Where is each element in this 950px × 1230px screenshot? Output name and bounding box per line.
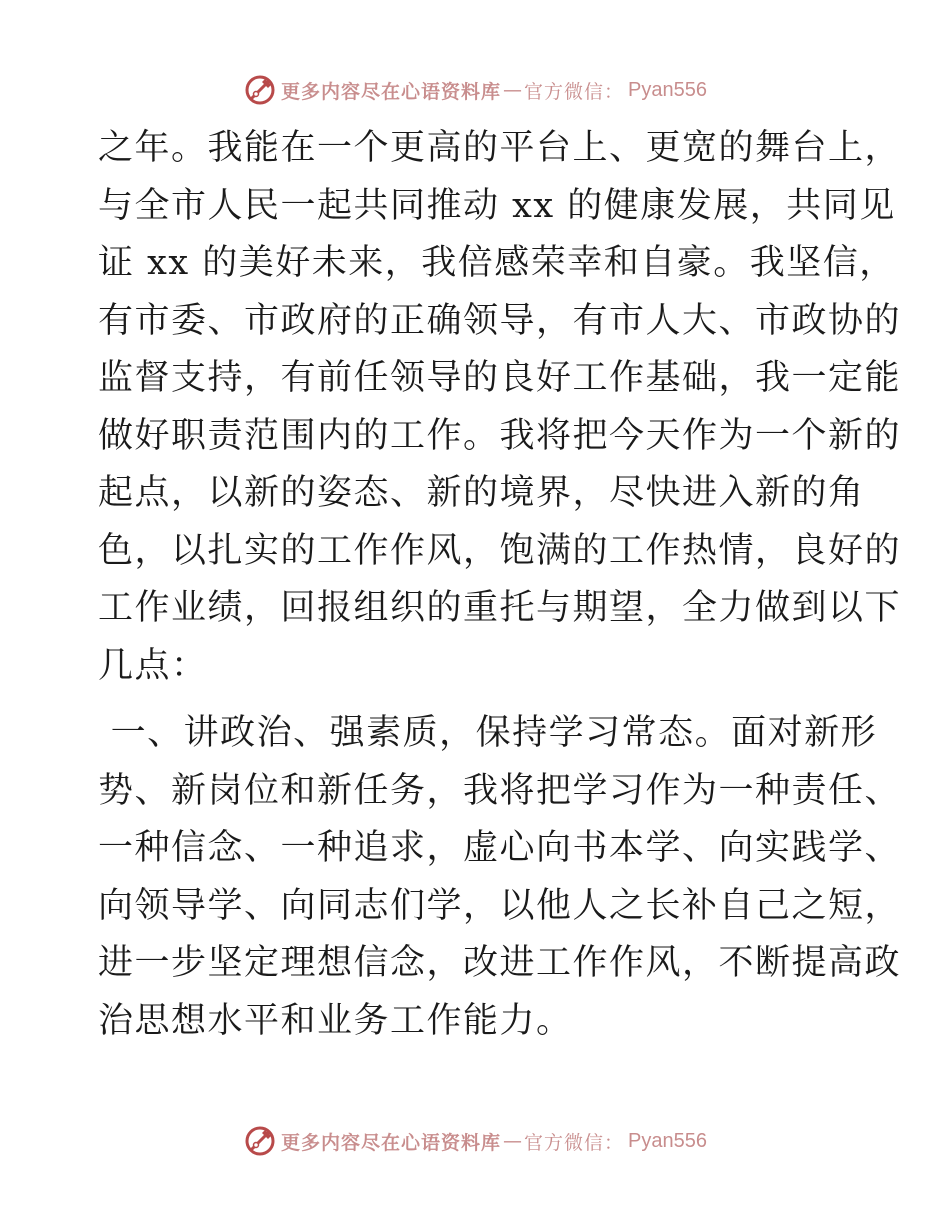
text-line: 证 xx 的美好未来，我倍感荣幸和自豪。我坚信， xyxy=(98,243,896,283)
text-line: 工作业绩，回报组织的重托与期望，全力做到以下 xyxy=(98,588,902,628)
text-line: 向领导学、向同志们学，以他人之长补自己之短， xyxy=(98,885,902,926)
paragraph-gap xyxy=(98,695,858,705)
text-line: 一、讲政治、强素质，保持学习常态。面对新形 xyxy=(98,713,878,753)
header-dash: — xyxy=(503,79,523,101)
text-line: 起点，以新的姿态、新的境界，尽快进入新的角 xyxy=(98,473,865,513)
header-banner xyxy=(0,70,950,110)
text-line: 与全市人民一起共同推动 xx 的健康发展，共同见 xyxy=(98,185,896,226)
footer-site-text: 更多内容尽在心语资料库 xyxy=(281,1131,502,1154)
header-wechat-label: 官方微信： xyxy=(524,80,625,103)
header-site-text: 更多内容尽在心语资料库 xyxy=(281,80,502,103)
pen-logo-icon xyxy=(243,1124,277,1158)
pen-logo-icon xyxy=(243,73,277,107)
paragraph-1 xyxy=(98,120,902,695)
footer-wechat-label: 官方微信： xyxy=(524,1131,625,1154)
footer-wechat-id: Pyan556 xyxy=(628,1129,707,1152)
text-line: 一种信念、一种追求，虚心向书本学、向实践学、 xyxy=(98,828,902,868)
text-line: 几点： xyxy=(98,645,208,686)
text-line: 做好职责范围内的工作。我将把今天作为一个新的 xyxy=(98,415,902,456)
header-wechat-id: Pyan556 xyxy=(628,78,707,101)
text-line: 治思想水平和业务工作能力。 xyxy=(98,1000,573,1041)
text-line: 有市委、市政府的正确领导，有市人大、市政协的 xyxy=(98,300,902,341)
paragraph-2 xyxy=(98,705,902,1050)
footer-dash: — xyxy=(503,1130,523,1152)
text-line: 之年。我能在一个更高的平台上、更宽的舞台上， xyxy=(98,128,902,168)
text-line: 色，以扎实的工作作风，饱满的工作热情，良好的 xyxy=(98,530,902,571)
text-line: 势、新岗位和新任务，我将把学习作为一种责任、 xyxy=(98,770,902,811)
text-line: 进一步坚定理想信念，改进工作作风，不断提高政 xyxy=(98,943,902,983)
footer-banner xyxy=(0,1121,950,1161)
text-line: 监督支持，有前任领导的良好工作基础，我一定能 xyxy=(98,358,902,398)
document-body xyxy=(98,120,902,1050)
